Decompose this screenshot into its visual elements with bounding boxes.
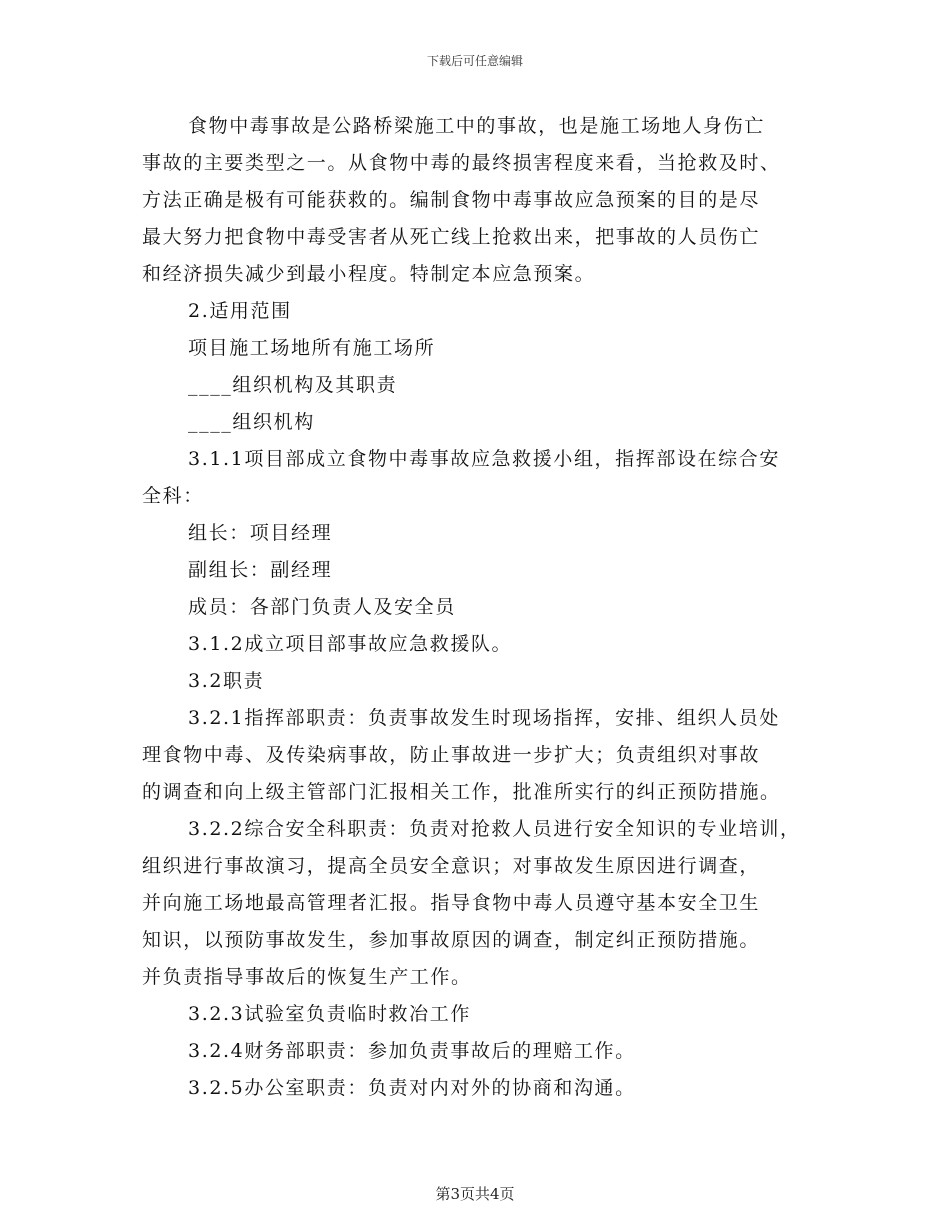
paragraph <box>142 515 832 552</box>
text-line: 食物中毒事故是公路桥梁施工中的事故，也是施工场地人身伤亡 <box>188 115 765 137</box>
text-line: 3.2.5办公室职责：负责对内对外的协商和沟通。 <box>188 1077 636 1099</box>
text-line: 并向施工场地最高管理者汇报。指导食物中毒人员遵守基本安全卫生 <box>142 892 761 914</box>
paragraph <box>142 1033 832 1070</box>
paragraph <box>142 330 832 367</box>
text-line: 并负责指导事故后的恢复生产工作。 <box>142 966 472 988</box>
paragraph <box>142 108 832 293</box>
text-line: 和经济损失减少到最小程度。特制定本应急预案。 <box>142 263 596 285</box>
text-line: 事故的主要类型之一。从食物中毒的最终损害程度来看，当抢救及时、 <box>142 152 781 174</box>
text-line: 3.1.1项目部成立食物中毒事故应急救援小组，指挥部设在综合安 <box>188 448 780 470</box>
text-line: 的调查和向上级主管部门汇报相关工作，批准所实行的纠正预防措施。 <box>142 781 781 803</box>
paragraph <box>142 663 832 700</box>
paragraph <box>142 293 832 330</box>
text-line: 3.2.2综合安全科职责：负责对抢救人员进行安全知识的专业培训， <box>188 818 801 840</box>
text-line: 3.1.2成立项目部事故应急救援队。 <box>188 633 513 655</box>
paragraph <box>142 700 832 811</box>
paragraph <box>142 589 832 626</box>
paragraph <box>142 626 832 663</box>
text-line: 知识，以预防事故发生，参加事故原因的调查，制定纠正预防措施。 <box>142 929 761 951</box>
text-line: 3.2.3试验室负责临时救冶工作 <box>188 1003 471 1025</box>
text-line: 2.适用范围 <box>188 300 292 322</box>
text-line: 3.2.4财务部职责：参加负责事故后的理赔工作。 <box>188 1040 636 1062</box>
text-line: 最大努力把食物中毒受害者从死亡线上抢救出来，把事故的人员伤亡 <box>142 226 761 248</box>
paragraph <box>142 441 832 515</box>
paragraph <box>142 811 832 996</box>
text-line: 组长：项目经理 <box>188 522 333 544</box>
text-line: 3.2.1指挥部职责：负责事故发生时现场指挥，安排、组织人员处 <box>188 707 780 729</box>
text-line: 项目施工场地所有施工场所 <box>188 337 436 359</box>
text-line: 成员：各部门负责人及安全员 <box>188 596 456 618</box>
page-footer: 第3页共4页 <box>435 1185 515 1203</box>
text-line: ____组织机构 <box>188 411 315 433</box>
text-line: 组织进行事故演习，提高全员安全意识；对事故发生原因进行调查， <box>142 855 761 877</box>
text-line: ____组织机构及其职责 <box>188 374 398 396</box>
paragraph <box>142 1070 832 1107</box>
text-line: 全科： <box>142 485 204 507</box>
text-line: 方法正确是极有可能获救的。编制食物中毒事故应急预案的目的是尽 <box>142 189 761 211</box>
text-line: 3.2职责 <box>188 670 265 692</box>
document-body <box>142 108 832 1107</box>
paragraph <box>142 404 832 441</box>
paragraph <box>142 552 832 589</box>
text-line: 理食物中毒、及传染病事故，防止事故进一步扩大；负责组织对事故 <box>142 744 761 766</box>
text-line: 副组长：副经理 <box>188 559 333 581</box>
paragraph <box>142 996 832 1033</box>
page-header: 下载后可任意编辑 <box>426 54 523 68</box>
paragraph <box>142 367 832 404</box>
